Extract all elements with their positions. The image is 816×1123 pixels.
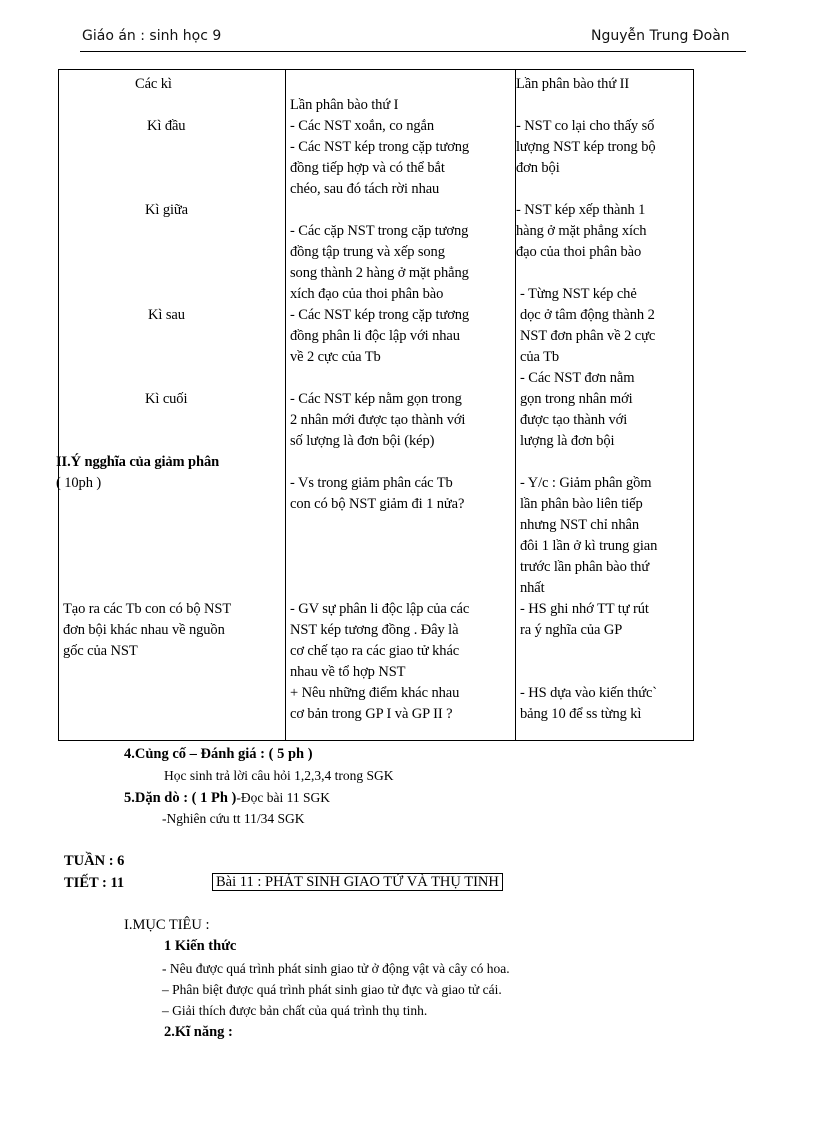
cell-line: - Y/c : Giảm phân gồm [520,475,652,491]
cell-line: cơ bản trong GP I và GP II ? [290,706,453,722]
cell-line: - Từng NST kép chẻ [520,286,637,302]
cell-line: - Các NST kép trong cặp tương [290,139,470,155]
cell-line: nhất [520,580,545,596]
cell-line: - HS ghi nhớ TT tự rút [520,601,649,617]
cell-line: hàng ở mặt phẳng xích [516,223,647,239]
review-title: 4.Củng cố – Đánh giá : ( 5 ph ) [124,746,313,762]
knowledge-item: – Giải thích được bản chất của quá trình thụ tinh. [162,1003,428,1018]
section-title: II.Ý ngghĩa của giảm phân [56,454,220,470]
cell-line: - Các cặp NST trong cặp tương [290,223,469,239]
stage-label: Kì cuối [145,391,188,407]
lesson-table [58,69,694,741]
cell-line: - Các NST kép nằm gọn trong [290,391,462,407]
cell-line: đôi 1 lần ở kì trung gian [520,538,658,554]
knowledge-title: 1 Kiến thức [164,938,237,954]
knowledge-item: - Nêu được quá trình phát sinh giao tử ở động vật và cây có hoa. [162,961,510,976]
cell-line: số lượng là đơn bội (kép) [290,433,435,449]
cell-line: đồng phân li độc lập với nhau [290,328,460,344]
cell-line: đạo của thoi phân bào [516,244,642,260]
cell-line: - GV sự phân li độc lập của các [290,601,470,617]
cell-line: đồng tiếp hợp và có thể bắt [290,160,445,176]
review-text: Học sinh trả lời câu hỏi 1,2,3,4 trong SGK [164,768,394,783]
homework-title: 5.Dặn dò : ( 1 Ph ) [124,790,237,806]
col-header-division-2: Lần phân bào thứ II [516,76,630,92]
header-right: Nguyễn Trung Đoàn [591,28,730,44]
cell-line: lượng NST kép trong bộ [516,139,656,155]
cell-line: + Nêu những điểm khác nhau [290,685,460,701]
cell-line: đơn bội [516,160,560,176]
cell-line: - NST kép xếp thành 1 [516,202,646,218]
cell-line: - Các NST xoắn, co ngắn [290,118,435,134]
cell-line: song thành 2 hàng ở mặt phẳng [290,265,469,281]
lesson-period: TIẾT : 11 [64,875,125,891]
cell-line: - Các NST kép trong cặp tương [290,307,470,323]
lesson-title-box [212,872,503,893]
stage-label: Kì đầu [147,118,186,134]
cell-line: con có bộ NST giảm đi 1 nửa? [290,496,465,512]
cell-line: đơn bội khác nhau về nguồn [63,622,225,638]
cell-line: nhưng NST chỉ nhân [520,517,639,533]
cell-line: lượng là đơn bội [520,433,615,449]
cell-line: bảng 10 để ss từng kì [520,706,642,722]
cell-line: Tạo ra các Tb con có bộ NST [63,601,232,617]
cell-line: của Tb [520,349,559,365]
cell-line: gọn trong nhân mới [520,391,633,407]
knowledge-item: – Phân biệt được quá trình phát sinh giao tử đực và giao tử cái. [162,982,502,997]
cell-line: - Các NST đơn nằm [520,370,635,386]
cell-line: ra ý nghĩa của GP [520,622,623,638]
col-header-stage: Các kì [135,76,172,92]
cell-line: NST kép tương đồng . Đây là [290,622,459,638]
cell-line: xích đạo của thoi phân bào [290,286,444,302]
lesson-week: TUẦN : 6 [64,853,125,869]
cell-line: gốc của NST [63,643,138,659]
cell-line: - HS dựa vào kiến thức` [520,685,658,701]
cell-line: chéo, sau đó tách rời nhau [290,181,440,197]
section-time: ( 10ph ) [56,475,102,491]
cell-line: nhau về tổ hợp NST [290,664,406,680]
cell-line: trước lần phân bào thứ [520,559,650,575]
header-left: Giáo án : sinh học 9 [82,28,222,44]
lesson-title: Bài 11 : PHÁT SINH GIAO TỬ VÀ THỤ TINH [212,873,503,891]
cell-line: - Vs trong giảm phân các Tb [290,475,453,491]
homework-line [124,787,330,809]
cell-line: về 2 cực của Tb [290,349,381,365]
cell-line: được tạo thành với [520,412,628,428]
objectives-title: I.MỤC TIÊU : [124,917,210,933]
stage-label: Kì giữa [145,202,188,218]
homework-item: -Đọc bài 11 SGK [236,790,331,805]
cell-line: lần phân bào liên tiếp [520,496,643,512]
header-rule [80,51,746,52]
col-header-division-1: Lần phân bào thứ I [290,97,399,113]
stage-label: Kì sau [148,307,185,323]
cell-line: NST đơn phân về 2 cực [520,328,656,344]
homework-item: -Nghiên cứu tt 11/34 SGK [162,811,305,826]
cell-line: đồng tập trung và xếp song [290,244,445,260]
cell-line: cơ chế tạo ra các giao tử khác [290,643,460,659]
column-divider [285,70,286,740]
skills-title: 2.Kĩ năng : [164,1024,233,1040]
cell-line: - NST co lại cho thấy số [516,118,655,134]
cell-line: dọc ở tâm động thành 2 [520,307,655,323]
cell-line: 2 nhân mới được tạo thành với [290,412,466,428]
